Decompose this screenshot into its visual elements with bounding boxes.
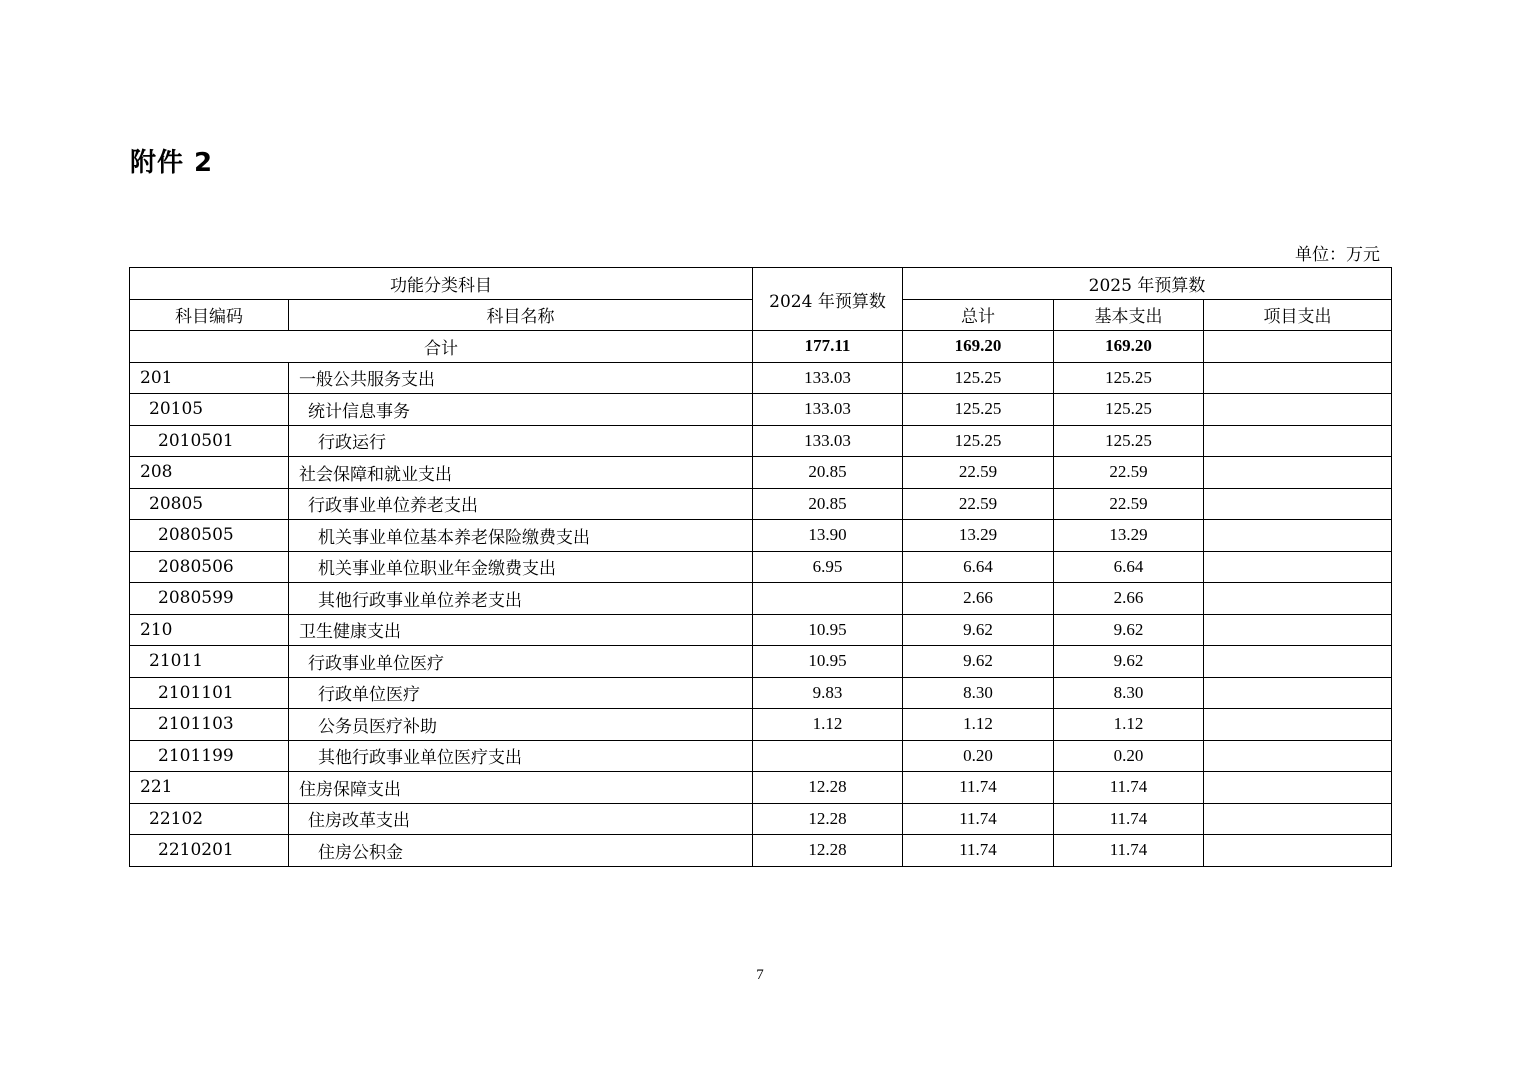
project-cell (1204, 520, 1392, 552)
budget-2024-cell: 20.85 (753, 457, 903, 489)
total-cell: 125.25 (903, 394, 1054, 426)
total-cell: 2.66 (903, 583, 1054, 615)
name-cell: 住房保障支出 (289, 772, 753, 804)
total-cell: 22.59 (903, 457, 1054, 489)
name-cell: 统计信息事务 (289, 394, 753, 426)
name-cell: 行政单位医疗 (289, 677, 753, 709)
project-cell (1204, 457, 1392, 489)
table-row (130, 709, 1392, 741)
name-cell: 一般公共服务支出 (289, 362, 753, 394)
code-cell: 2080599 (130, 583, 289, 615)
project-cell (1204, 835, 1392, 867)
budget-2024-header: 2024 年预算数 (753, 268, 903, 331)
code-cell: 20105 (130, 394, 289, 426)
summary-label: 合计 (130, 331, 753, 363)
table-row (130, 520, 1392, 552)
basic-cell: 125.25 (1054, 362, 1204, 394)
table-row (130, 394, 1392, 426)
table-header (130, 268, 1392, 331)
attachment-heading: 附件 2 (130, 148, 214, 178)
budget-2025-header: 2025 年预算数 (903, 268, 1392, 300)
code-cell: 2080506 (130, 551, 289, 583)
budget-2024-cell: 12.28 (753, 835, 903, 867)
total-cell: 125.25 (903, 362, 1054, 394)
basic-cell: 9.62 (1054, 614, 1204, 646)
header-row-1 (130, 268, 1392, 300)
basic-cell: 9.62 (1054, 646, 1204, 678)
project-cell (1204, 803, 1392, 835)
table-row (130, 488, 1392, 520)
budget-2024-cell: 133.03 (753, 362, 903, 394)
basic-cell: 0.20 (1054, 740, 1204, 772)
summary-budget-2024: 177.11 (753, 331, 903, 363)
code-header: 科目编码 (130, 299, 289, 331)
name-header: 科目名称 (289, 299, 753, 331)
basic-cell: 125.25 (1054, 394, 1204, 426)
budget-table (129, 267, 1392, 867)
total-cell: 13.29 (903, 520, 1054, 552)
budget-2024-cell (753, 583, 903, 615)
code-cell: 2101101 (130, 677, 289, 709)
name-cell: 公务员医疗补助 (289, 709, 753, 741)
code-cell: 210 (130, 614, 289, 646)
name-cell: 行政事业单位养老支出 (289, 488, 753, 520)
summary-row (130, 331, 1392, 363)
table-row (130, 740, 1392, 772)
basic-cell: 11.74 (1054, 803, 1204, 835)
summary-total: 169.20 (903, 331, 1054, 363)
budget-2024-cell (753, 740, 903, 772)
total-cell: 11.74 (903, 772, 1054, 804)
project-cell (1204, 425, 1392, 457)
total-cell: 9.62 (903, 646, 1054, 678)
total-cell: 22.59 (903, 488, 1054, 520)
name-cell: 社会保障和就业支出 (289, 457, 753, 489)
project-cell (1204, 488, 1392, 520)
budget-2024-cell: 10.95 (753, 614, 903, 646)
project-cell (1204, 740, 1392, 772)
total-cell: 125.25 (903, 425, 1054, 457)
basic-cell: 22.59 (1054, 457, 1204, 489)
table-row (130, 772, 1392, 804)
budget-2024-cell: 10.95 (753, 646, 903, 678)
functional-category-header: 功能分类科目 (130, 268, 753, 300)
summary-project (1204, 331, 1392, 363)
code-cell: 221 (130, 772, 289, 804)
basic-cell: 8.30 (1054, 677, 1204, 709)
code-cell: 2210201 (130, 835, 289, 867)
table-row (130, 835, 1392, 867)
budget-2024-cell: 133.03 (753, 425, 903, 457)
budget-2024-cell: 13.90 (753, 520, 903, 552)
project-cell (1204, 677, 1392, 709)
project-cell (1204, 709, 1392, 741)
name-cell: 住房改革支出 (289, 803, 753, 835)
code-cell: 22102 (130, 803, 289, 835)
total-header: 总计 (903, 299, 1054, 331)
project-cell (1204, 551, 1392, 583)
table-row (130, 583, 1392, 615)
name-cell: 其他行政事业单位医疗支出 (289, 740, 753, 772)
code-cell: 2080505 (130, 520, 289, 552)
code-cell: 2101103 (130, 709, 289, 741)
basic-cell: 11.74 (1054, 772, 1204, 804)
name-cell: 机关事业单位基本养老保险缴费支出 (289, 520, 753, 552)
budget-2024-cell: 9.83 (753, 677, 903, 709)
project-cell (1204, 362, 1392, 394)
basic-header: 基本支出 (1054, 299, 1204, 331)
basic-cell: 13.29 (1054, 520, 1204, 552)
basic-cell: 1.12 (1054, 709, 1204, 741)
name-cell: 住房公积金 (289, 835, 753, 867)
basic-cell: 6.64 (1054, 551, 1204, 583)
name-cell: 其他行政事业单位养老支出 (289, 583, 753, 615)
page-number: 7 (756, 967, 764, 983)
table-row (130, 551, 1392, 583)
name-cell: 机关事业单位职业年金缴费支出 (289, 551, 753, 583)
total-cell: 8.30 (903, 677, 1054, 709)
basic-cell: 125.25 (1054, 425, 1204, 457)
total-cell: 11.74 (903, 803, 1054, 835)
budget-2024-cell: 12.28 (753, 772, 903, 804)
budget-2024-cell: 133.03 (753, 394, 903, 426)
code-cell: 208 (130, 457, 289, 489)
code-cell: 20805 (130, 488, 289, 520)
table-row (130, 614, 1392, 646)
table-row (130, 362, 1392, 394)
budget-2024-cell: 6.95 (753, 551, 903, 583)
name-cell: 行政运行 (289, 425, 753, 457)
table-row (130, 803, 1392, 835)
table-row (130, 646, 1392, 678)
budget-2024-cell: 12.28 (753, 803, 903, 835)
budget-2024-cell: 1.12 (753, 709, 903, 741)
project-cell (1204, 583, 1392, 615)
total-cell: 9.62 (903, 614, 1054, 646)
total-cell: 11.74 (903, 835, 1054, 867)
table-row (130, 677, 1392, 709)
basic-cell: 11.74 (1054, 835, 1204, 867)
code-cell: 2101199 (130, 740, 289, 772)
budget-2024-cell: 20.85 (753, 488, 903, 520)
unit-label: 单位：万元 (1295, 245, 1380, 265)
project-cell (1204, 772, 1392, 804)
code-cell: 2010501 (130, 425, 289, 457)
project-cell (1204, 614, 1392, 646)
project-cell (1204, 394, 1392, 426)
table-row (130, 425, 1392, 457)
total-cell: 6.64 (903, 551, 1054, 583)
summary-basic: 169.20 (1054, 331, 1204, 363)
name-cell: 卫生健康支出 (289, 614, 753, 646)
table-row (130, 457, 1392, 489)
name-cell: 行政事业单位医疗 (289, 646, 753, 678)
total-cell: 1.12 (903, 709, 1054, 741)
basic-cell: 2.66 (1054, 583, 1204, 615)
total-cell: 0.20 (903, 740, 1054, 772)
code-cell: 201 (130, 362, 289, 394)
table-body (130, 331, 1392, 867)
project-cell (1204, 646, 1392, 678)
code-cell: 21011 (130, 646, 289, 678)
basic-cell: 22.59 (1054, 488, 1204, 520)
project-header: 项目支出 (1204, 299, 1392, 331)
